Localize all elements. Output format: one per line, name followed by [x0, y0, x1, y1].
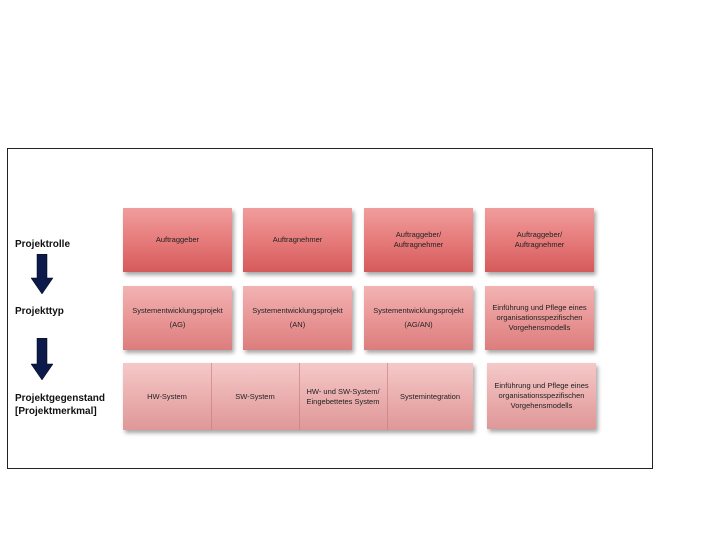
label-projektgegenstand-line1: Projektgegenstand	[15, 393, 106, 404]
label-projektrolle: Projektrolle	[15, 239, 71, 250]
role-box-1	[123, 208, 232, 272]
type-box-4-label: Einführung und Pflege eines organisationsspezifischen Vorgehensmodells	[492, 303, 587, 332]
type-box-3-line2: (AG/AN)	[404, 320, 433, 329]
subject-segment-2-label: SW-System	[235, 391, 275, 401]
role-box-3-label: Auftraggeber/ Auftragnehmer	[393, 230, 444, 249]
subject-segment-4	[387, 363, 473, 430]
down-arrow-icon	[31, 338, 53, 380]
type-box-1-line1: Systementwicklungsprojekt	[132, 306, 223, 315]
type-box-2	[243, 286, 352, 350]
subject-segment-3	[299, 363, 387, 430]
subject-box-last	[487, 363, 596, 429]
label-projektgegenstand-line2: [Projektmerkmal]	[15, 406, 97, 417]
role-box-1-label: Auftraggeber	[155, 235, 200, 244]
type-box-3	[364, 286, 473, 350]
type-box-1-line2: (AG)	[169, 320, 186, 329]
type-box-1	[123, 286, 232, 350]
role-box-4-label: Auftraggeber/ Auftragnehmer	[514, 230, 565, 249]
type-box-4	[485, 286, 594, 350]
type-box-2-line1: Systementwicklungsprojekt	[252, 306, 343, 315]
label-projektgegenstand	[15, 392, 105, 418]
subject-segment-1-label: HW-System	[147, 391, 187, 401]
role-box-2-label: Auftragnehmer	[272, 235, 323, 244]
role-box-4	[485, 208, 594, 272]
subject-segment-3-label: HW- und SW-System/ Eingebettetes System	[306, 386, 380, 406]
label-projekttyp: Projekttyp	[15, 306, 64, 317]
subject-segment-2	[211, 363, 299, 430]
role-box-3	[364, 208, 473, 272]
subject-segment-4-label: Systemintegration	[399, 391, 461, 401]
type-box-3-line1: Systementwicklungsprojekt	[373, 306, 464, 315]
type-box-2-line2: (AN)	[289, 320, 306, 329]
down-arrow-icon	[31, 254, 53, 294]
subject-segment-1	[123, 363, 211, 430]
subject-box-last-label: Einführung und Pflege eines organisationsspezifischen Vorgehensmodells	[494, 381, 589, 410]
role-box-2	[243, 208, 352, 272]
subject-segment-group	[123, 363, 473, 430]
